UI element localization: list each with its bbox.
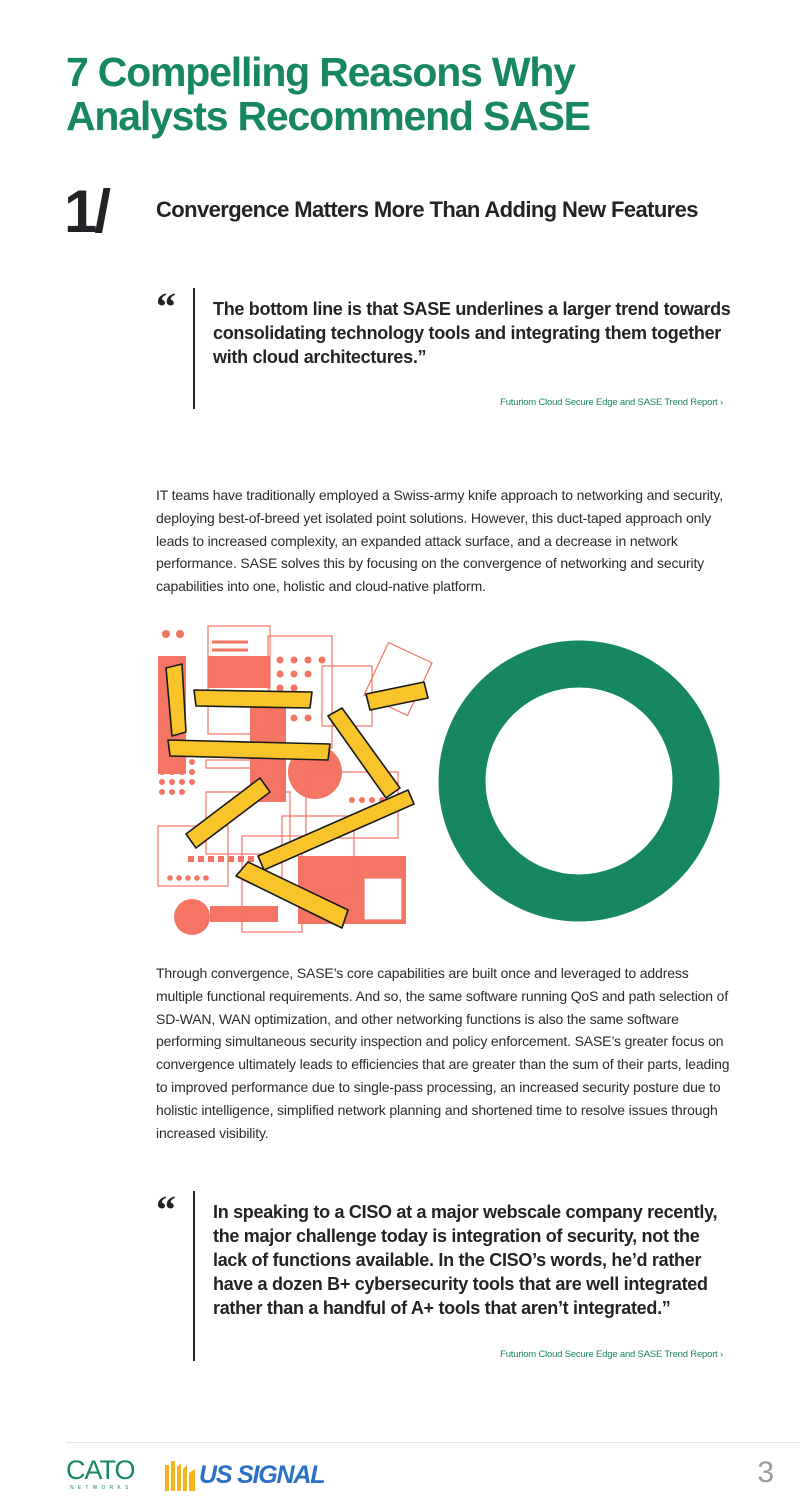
quote-source-link[interactable]: Futuriom Cloud Secure Edge and SASE Trend Report › [500,1349,723,1360]
quote-source-link[interactable]: Futuriom Cloud Secure Edge and SASE Trend Report › [500,397,723,408]
quote-text: In speaking to a CISO at a major webscale company recently, the major challenge today is integration of security, not the lack of functions available. In the CISO’s words, he’d rather have a dozen B+ cybersecurity tools that are well integrated rather than a handful of A+ tools that aren’t integrated.” [213,1202,718,1318]
pull-quote [156,1187,731,1363]
cato-logo-wordmark: CATO [66,1455,135,1485]
page-number: 3 [757,1456,774,1489]
pull-quote [156,284,731,410]
quote-text: The bottom line is that SASE underlines a larger trend towards consolidating technology tools and integrating them together with cloud architectures.” [213,299,731,367]
body-paragraph: IT teams have traditionally employed a Swiss-army knife approach to networking and security, deploying best-of-breed yet isolated point solutions. However, this duct-taped approach only leads to increased complexity, an expanded attack surface, and a decrease in network performance. SASE solves this by focusing on the convergence of networking and security capabilities into one, holistic and cloud-native platform. [156,487,723,595]
quote-mark-icon: “ [156,284,176,329]
point-solutions-illustration [152,620,442,940]
footer-divider [66,1442,800,1443]
cato-networks-logo [66,1456,135,1491]
section-title: Convergence Matters More Than Adding New Features [156,197,698,222]
converged-platform-ring [434,636,724,926]
quote-divider [193,1191,195,1361]
page-title: 7 Compelling Reasons Why Analysts Recommend SASE [66,49,590,139]
cato-logo-subtitle: NETWORKS [70,1485,133,1491]
us-signal-logo [165,1458,324,1492]
us-signal-wordmark: US SIGNAL [199,1460,325,1489]
quote-divider [193,288,195,409]
body-paragraph: Through convergence, SASE’s core capabilities are built once and leveraged to address multiple functional requirements. And so, the same software running QoS and path selection of SD-WAN, WAN optimization, and other networking functions is also the same software performing simultaneous security inspection and policy enforcement. SASE’s greater focus on convergence ultimately leads to efficiencies that are greater than the sum of their parts, leading to improved performance due to single-pass processing, an increased security posture due to holistic intelligence, simplified network planning and shortened time to resolve issues through increased visibility. [156,965,730,1141]
quote-mark-icon: “ [156,1187,176,1232]
us-signal-sun-icon [165,1459,197,1491]
section-number: 1/ [64,178,109,245]
